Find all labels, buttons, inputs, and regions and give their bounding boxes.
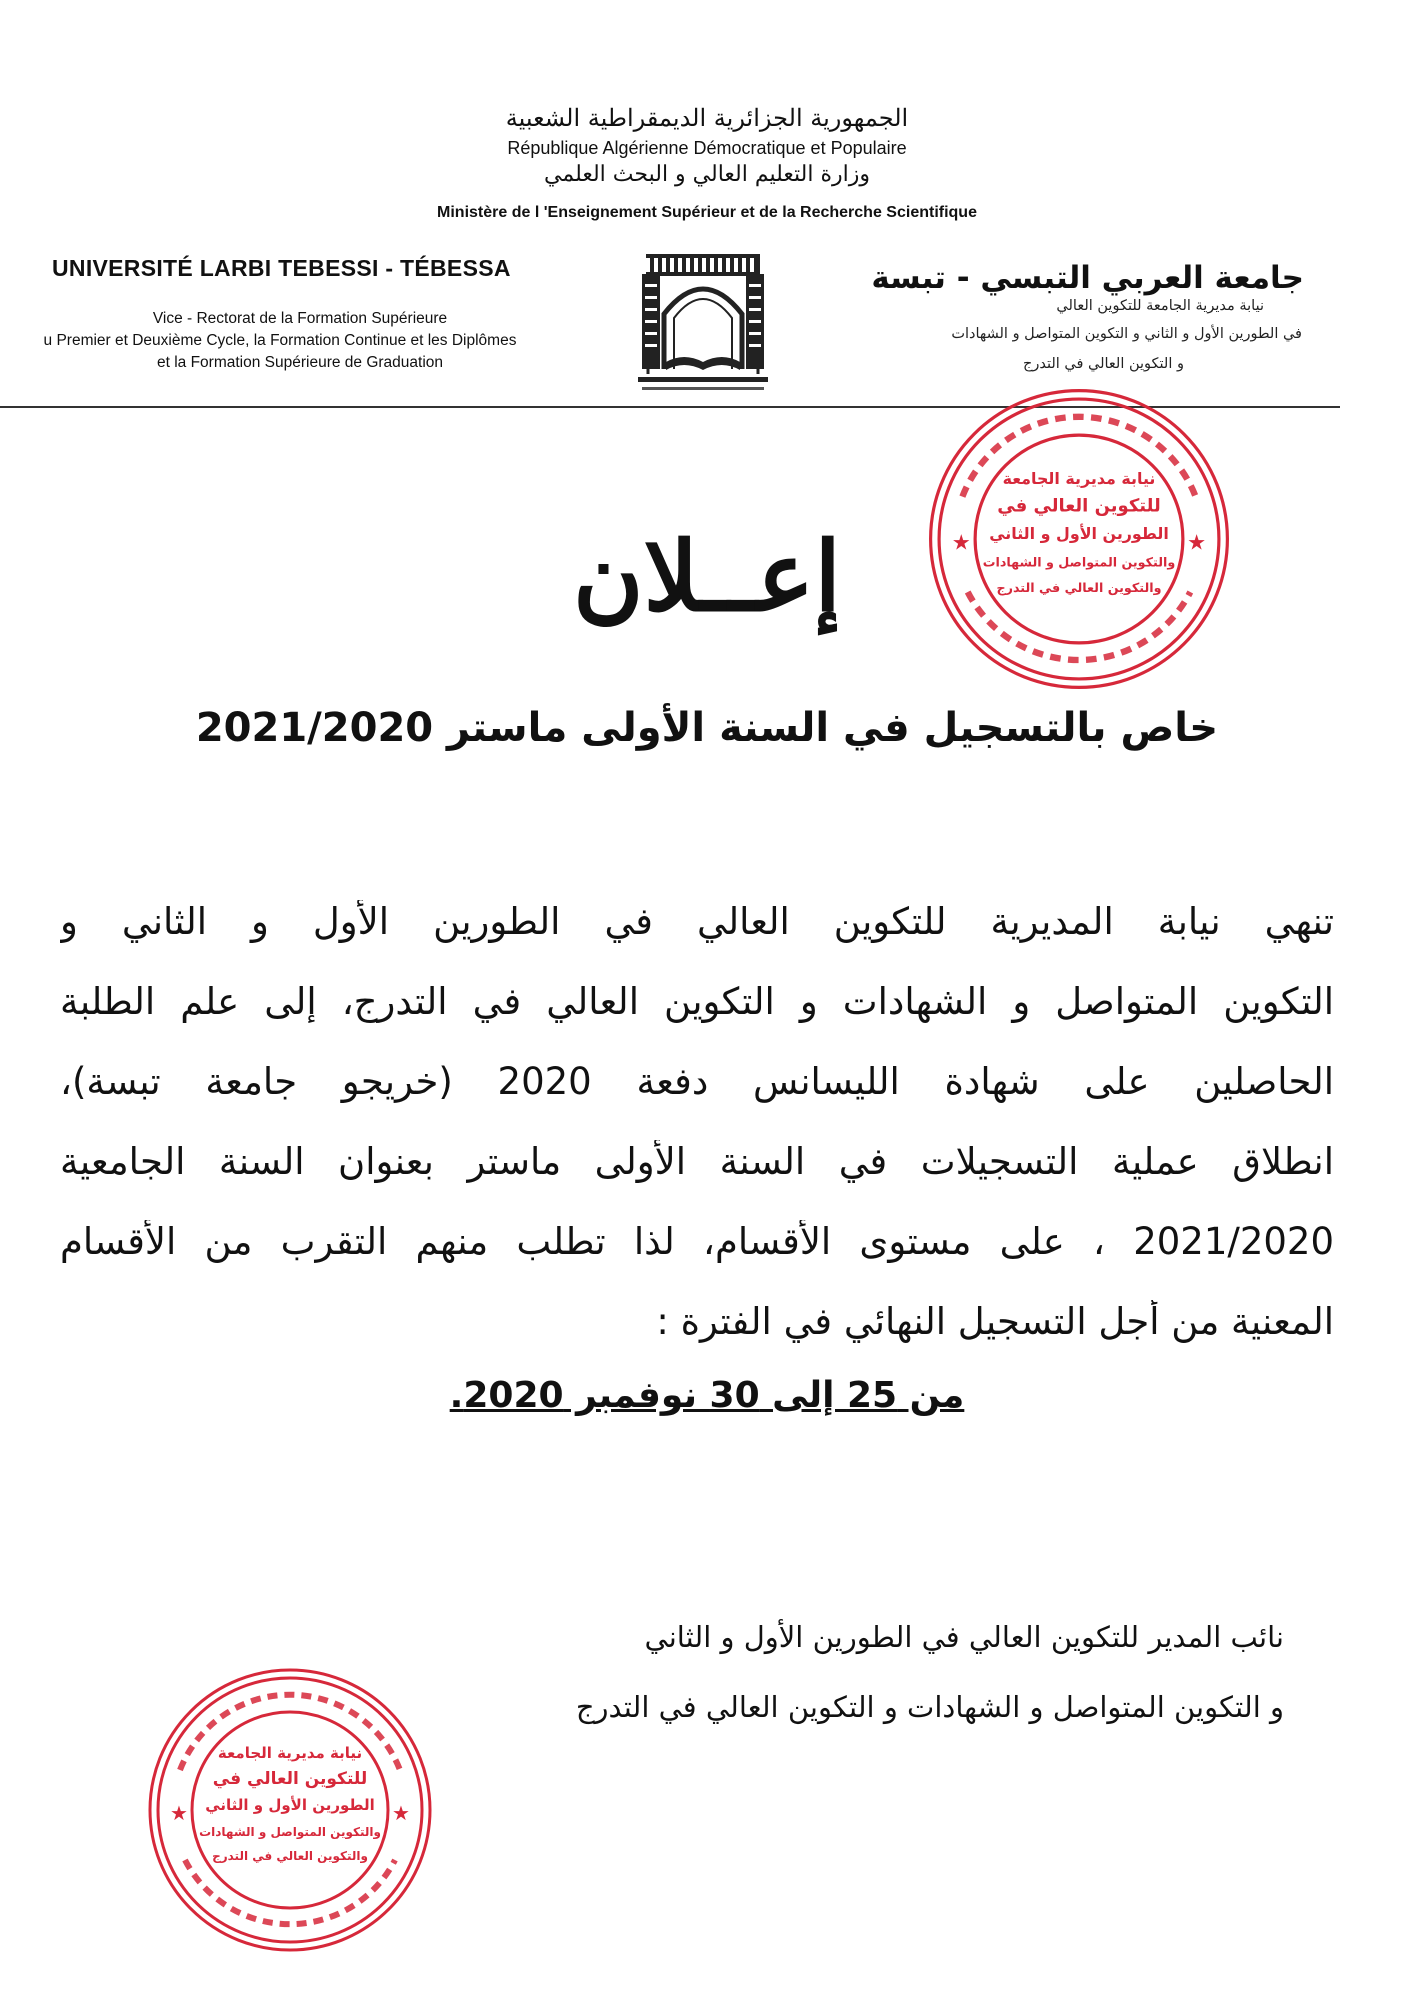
signatory-title-line: و التكوين المتواصل و الشهادات و التكوين العالي في التدرج [575,1690,1284,1724]
signatory-title-line: نائب المدير للتكوين العالي في الطورين الأول و الثاني [644,1620,1284,1654]
announcement-body-line: انطلاق عملية التسجيلات في السنة الأولى ماستر بعنوان السنة الجامعية [60,1140,1334,1183]
stamp-text-line: الطورين الأول و الثاني [205,1796,375,1814]
svg-text:★: ★ [170,1801,188,1825]
vice-directorate-line: نيابة مديرية الجامعة للتكوين العالي [1056,298,1264,314]
announcement-body-line: تنهي نيابة المديرية للتكوين العالي في الطورين الأول و الثاني و [60,900,1334,943]
svg-text:★: ★ [951,529,971,555]
vice-rectorate-line: u Premier et Deuxième Cycle, la Formation Continue et les Diplômes [43,332,517,349]
republic-name-french: République Algérienne Démocratique et Populaire [507,138,907,158]
official-stamp [140,1660,440,1960]
vice-directorate-line: في الطورين الأول و الثاني و التكوين المتواصل و الشهادات [951,326,1302,342]
university-name-french: UNIVERSITÉ LARBI TEBESSI - TÉBESSA [52,255,511,281]
announcement-body-line: الحاصلين على شهادة الليسانس دفعة 2020 (خريجو جامعة تبسة)، [60,1060,1334,1103]
ministry-name-french: Ministère de l 'Enseignement Supérieur et de la Recherche Scientifique [437,204,977,221]
vice-rectorate-line: Vice - Rectorat de la Formation Supérieure [152,310,448,327]
stamp-text-line: نيابة مديرية الجامعة [217,1744,363,1762]
registration-period: من 25 إلى 30 نوفمبر 2020. [449,1375,965,1416]
svg-text:★: ★ [392,1801,410,1825]
stamp-text-line: للتكوين العالي في [997,495,1161,517]
announcement-body-line: المعنية من أجل التسجيل النهائي في الفترة : [656,1300,1334,1343]
republic-name-arabic: الجمهورية الجزائرية الديمقراطية الشعبية [505,104,909,132]
stamp-text-line: للتكوين العالي في [212,1769,368,1789]
stamp-text-line: والتكوين المتواصل و الشهادات [199,1825,381,1839]
svg-text:★: ★ [1187,529,1207,555]
announcement-body-line: 2021/2020 ، على مستوى الأقسام، لذا تطلب منهم التقرب من الأقسام [60,1220,1334,1263]
announcement-subtitle: خاص بالتسجيل في السنة الأولى ماستر 2021/2020 [195,705,1219,751]
announcement-body-line: التكوين المتواصل و الشهادات و التكوين العالي في التدرج، إلى علم الطلبة [60,980,1334,1023]
stamp-text-line: والتكوين المتواصل و الشهادات [982,554,1176,570]
stamp-text-line: نيابة مديرية الجامعة [1002,468,1156,488]
stamp-text-line: الطورين الأول و الثاني [989,524,1169,543]
announcement-title: إعــلان [573,520,841,633]
stamp-text-line: والتكوين العالي في التدرج [996,580,1162,595]
university-name-arabic: جامعة العربي التبسي - تبسة [871,260,1304,296]
vice-directorate-line: و التكوين العالي في التدرج [1022,356,1184,372]
stamp-text-line: والتكوين العالي في التدرج [212,1849,368,1863]
vice-rectorate-line: et la Formation Supérieure de Graduation [156,354,444,371]
university-logo [628,244,778,396]
ministry-name-arabic: وزارة التعليم العالي و البحث العلمي [544,162,870,187]
